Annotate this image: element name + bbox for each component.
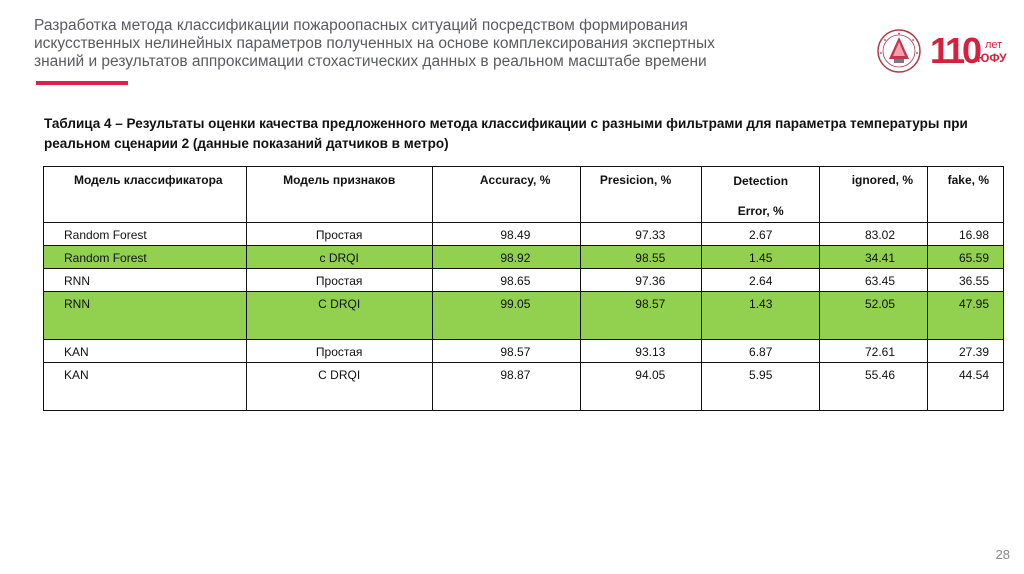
cell-fake: 16.98 [928,223,1004,246]
cell-features: с DRQI [246,246,432,269]
slide-title-line: знаний и результатов аппроксимации стохастических данных в реальном масштабе времени [34,53,707,70]
cell-accuracy: 98.92 [432,246,581,269]
anniversary-number: 110 [930,30,980,70]
cell-precision: 97.36 [581,269,702,292]
cell-precision: 93.13 [581,340,702,363]
cell-fake: 44.54 [928,363,1004,411]
title-accent-bar [36,81,128,85]
cell-fake: 47.95 [928,292,1004,340]
column-header-model: Модель классификатора [44,167,247,223]
cell-accuracy: 98.49 [432,223,581,246]
table-row-highlighted [44,246,1004,269]
cell-detection-error: 1.43 [702,292,820,340]
table-row-highlighted [44,292,1004,340]
cell-features: С DRQI [246,292,432,340]
cell-accuracy: 98.87 [432,363,581,411]
cell-detection-error: 6.87 [702,340,820,363]
anniversary-word: лет [985,39,1003,51]
cell-detection-error: 2.67 [702,223,820,246]
column-header-precision: Presicion, % [581,167,702,223]
cell-precision: 98.55 [581,246,702,269]
cell-ignored: 83.02 [820,223,928,246]
anniversary-name: ЮФУ [977,51,1007,65]
cell-ignored: 72.61 [820,340,928,363]
cell-features: Простая [246,223,432,246]
cell-ignored: 52.05 [820,292,928,340]
cell-detection-error: 2.64 [702,269,820,292]
table-row [44,363,1004,411]
cell-ignored: 55.46 [820,363,928,411]
column-header-detection-error [702,167,820,223]
table-caption-line: реальном сценарии 2 (данные показаний датчиков в метро) [44,136,449,151]
cell-accuracy: 98.57 [432,340,581,363]
table-row [44,269,1004,292]
cell-fake: 36.55 [928,269,1004,292]
university-emblem-icon [876,28,922,74]
cell-model: RNN [44,269,247,292]
table-header-row [44,167,1004,223]
slide-title [34,17,834,71]
cell-model: KAN [44,363,247,411]
cell-accuracy: 99.05 [432,292,581,340]
cell-fake: 27.39 [928,340,1004,363]
cell-features: Простая [246,269,432,292]
cell-features: Простая [246,340,432,363]
table-row [44,223,1004,246]
column-header-fake: fake, % [928,167,1004,223]
cell-model: Random Forest [44,223,247,246]
cell-detection-error: 5.95 [702,363,820,411]
detection-header-line2: Error, % [737,204,784,218]
page-number: 28 [995,547,1010,562]
table-row [44,340,1004,363]
cell-model: Random Forest [44,246,247,269]
results-table [43,166,1004,411]
slide-title-line: Разработка метода классификации пожароопасных ситуаций посредством формирования [34,17,688,34]
column-header-ignored: ignored, % [820,167,928,223]
table-caption [44,114,1008,154]
table-caption-line: Таблица 4 – Результаты оценки качества предложенного метода классификации с разными фильтрами для параметра температуры при [44,116,968,131]
cell-model: RNN [44,292,247,340]
cell-features: С DRQI [246,363,432,411]
column-header-accuracy: Accuracy, % [432,167,581,223]
cell-model: KAN [44,340,247,363]
cell-precision: 97.33 [581,223,702,246]
column-header-features: Модель признаков [246,167,432,223]
cell-ignored: 34.41 [820,246,928,269]
detection-header-line1: Detection [733,174,789,188]
cell-precision: 94.05 [581,363,702,411]
cell-accuracy: 98.65 [432,269,581,292]
cell-detection-error: 1.45 [702,246,820,269]
cell-ignored: 63.45 [820,269,928,292]
slide-title-line: искусственных нелинейных параметров полученных на основе комплексирования экспертных [34,35,715,52]
anniversary-logo [930,30,1012,70]
cell-precision: 98.57 [581,292,702,340]
cell-fake: 65.59 [928,246,1004,269]
